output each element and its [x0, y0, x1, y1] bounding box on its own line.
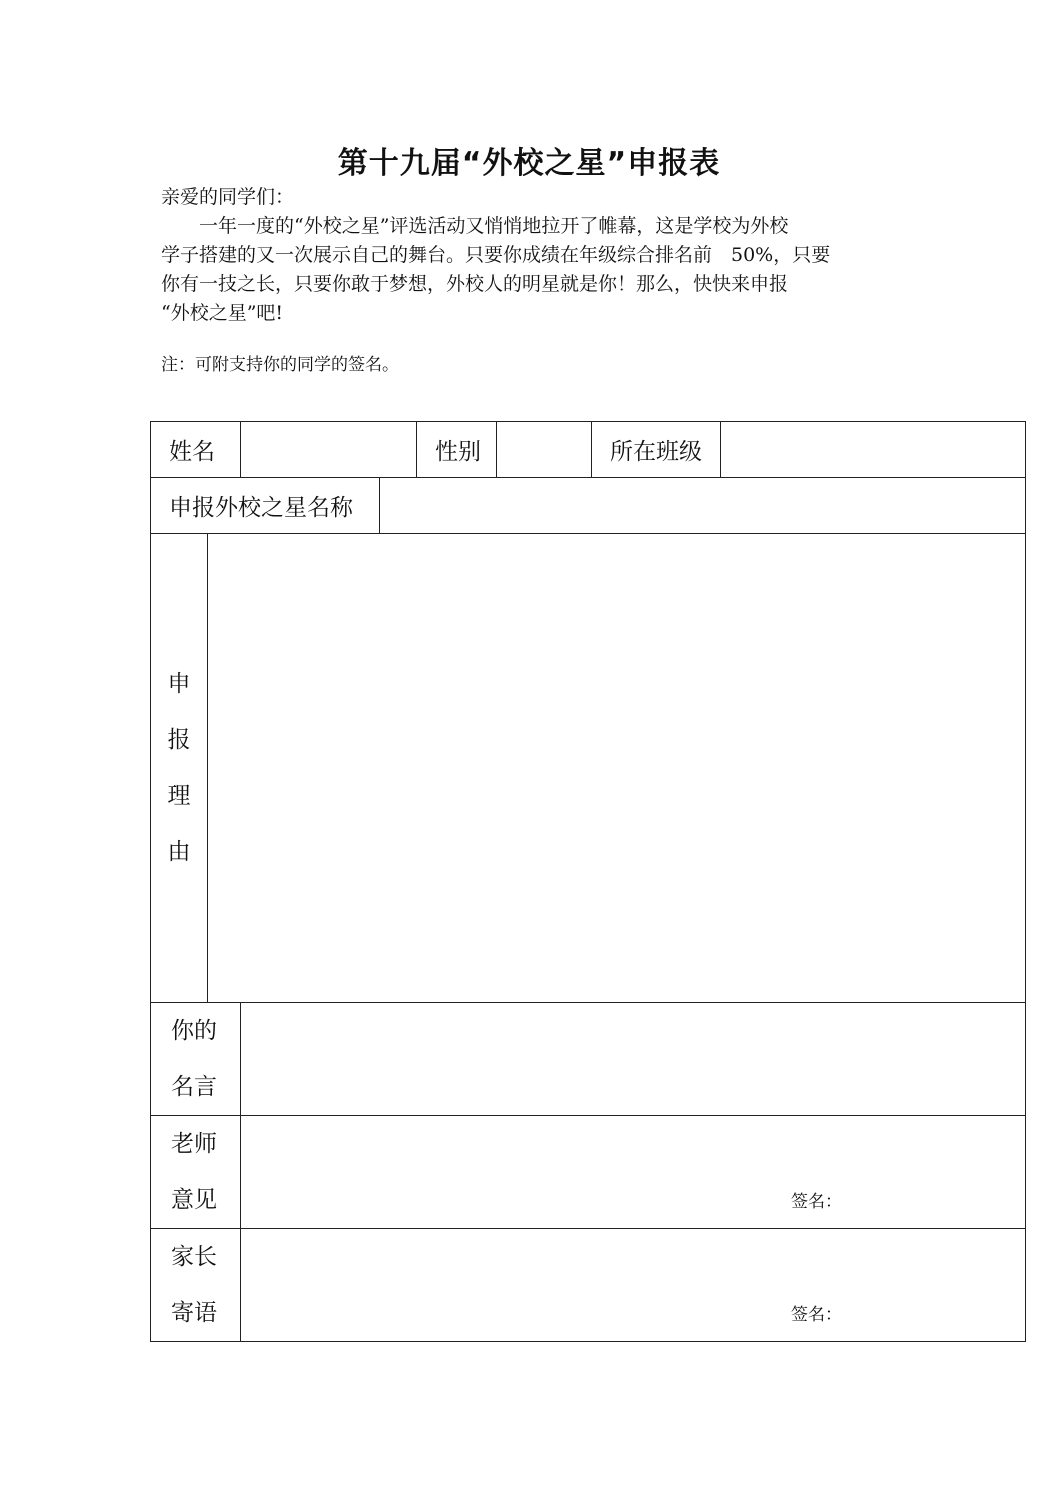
reason-label-char: 由 [167, 839, 191, 865]
star-title-label: 申报外校之星名称 [151, 478, 380, 534]
teacher-label-line: 意见 [171, 1187, 217, 1213]
reason-field[interactable] [208, 534, 1026, 1003]
parent-label-line: 寄语 [171, 1300, 217, 1326]
motto-label-line: 名言 [171, 1074, 217, 1100]
motto-field[interactable] [241, 1003, 1026, 1116]
teacher-opinion-label [151, 1116, 241, 1229]
class-label: 所在班级 [592, 422, 721, 478]
page-title: 第十九届“外校之星”申报表 [337, 146, 721, 181]
motto-label [151, 1003, 241, 1116]
intro-paragraph [161, 212, 901, 328]
note: 注：可附支持你的同学的签名。 [161, 355, 399, 375]
reason-label-char: 申 [167, 671, 191, 697]
gender-field[interactable] [497, 422, 592, 478]
reason-label-char: 理 [167, 783, 191, 809]
intro-line: 学子搭建的又一次展示自己的舞台。只要你成绩在年级综合排名前 50%，只要 [161, 244, 831, 266]
reason-label [151, 534, 208, 1003]
name-label: 姓名 [151, 422, 241, 478]
parent-message-label [151, 1229, 241, 1342]
star-title-field[interactable] [380, 478, 1026, 534]
greeting: 亲爱的同学们： [161, 186, 295, 208]
teacher-label-line: 老师 [171, 1131, 217, 1157]
class-field[interactable] [721, 422, 1026, 478]
intro-line: 一年一度的“外校之星”评选活动又悄悄地拉开了帷幕，这是学校为外校 [161, 215, 789, 237]
teacher-signature-label: 签名： [791, 1192, 842, 1212]
parent-signature-label: 签名： [791, 1305, 842, 1325]
motto-label-line: 你的 [171, 1018, 217, 1044]
parent-label-line: 家长 [171, 1244, 217, 1270]
parent-message-field[interactable] [241, 1229, 1026, 1342]
reason-label-char: 报 [167, 727, 191, 753]
gender-label: 性别 [417, 422, 497, 478]
intro-line: 你有一技之长，只要你敢于梦想，外校人的明星就是你！那么，快快来申报 [161, 273, 789, 295]
application-form-table [150, 421, 1026, 1342]
teacher-opinion-field[interactable] [241, 1116, 1026, 1229]
intro-line: “外校之星”吧! [161, 302, 284, 324]
name-field[interactable] [241, 422, 417, 478]
